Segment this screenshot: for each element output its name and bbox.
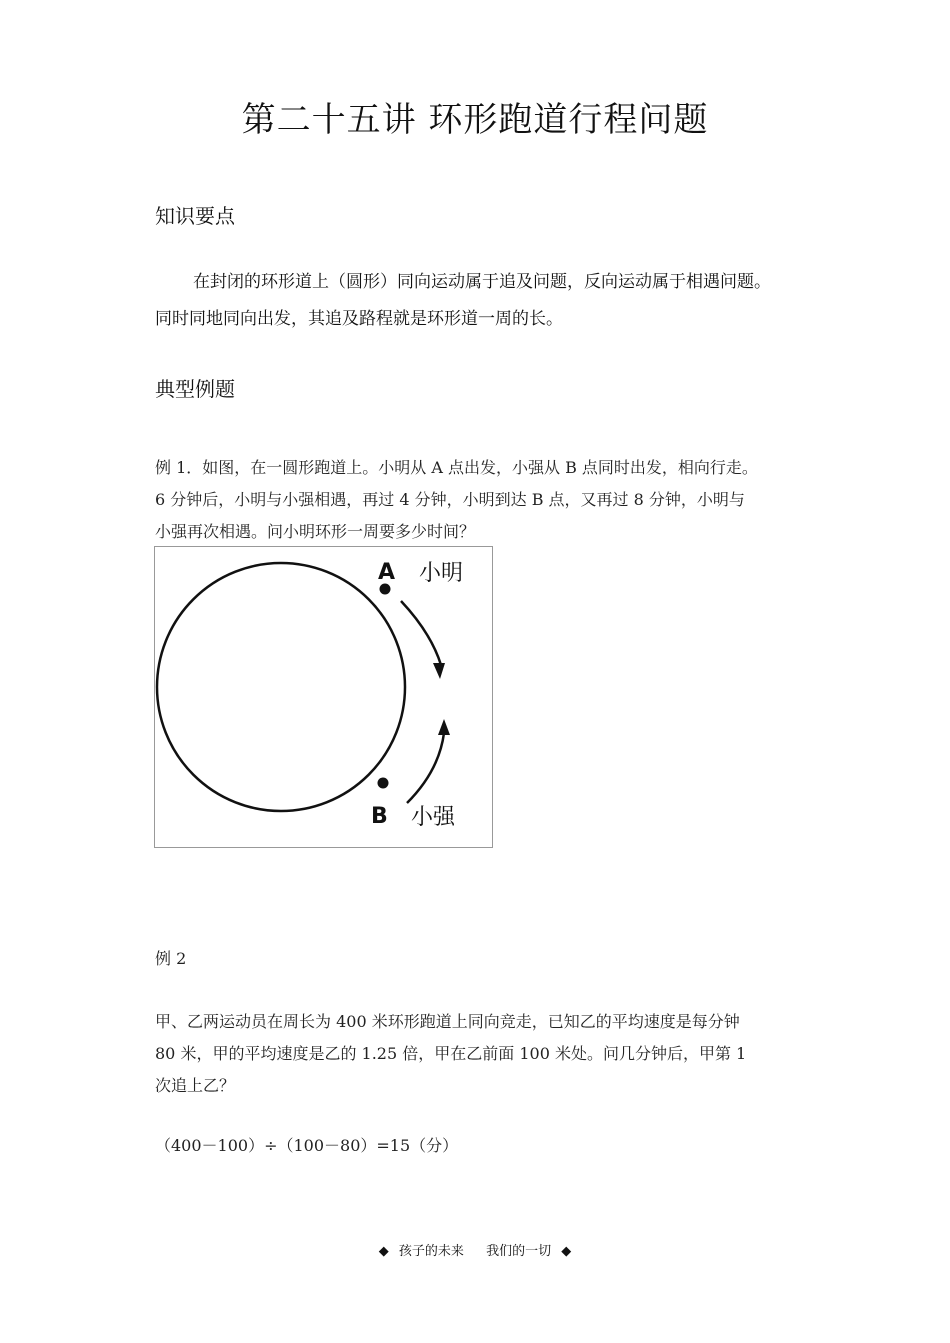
arrow-up-icon [438, 719, 450, 735]
point-a-dot [380, 584, 391, 595]
example2-solution: （400－100）÷（100－80）=15（分） [155, 1136, 459, 1155]
label-xiaoqiang: 小强 [411, 805, 456, 830]
example1-line-2: 6 分钟后，小明与小强相遇，再过 4 分钟，小明到达 B 点，又再过 8 分钟，小明与 [155, 490, 745, 509]
example1-line-1: 例 1．如图，在一圆形跑道上。小明从 A 点出发，小强从 B 点同时出发，相向行走。 [155, 458, 758, 477]
example1-line-3: 小强再次相遇。问小明环形一周要多少时间？ [155, 522, 476, 541]
label-b: B [371, 804, 388, 829]
page-title: 第二十五讲 环形跑道行程问题 [241, 100, 709, 140]
example2-line-3: 次追上乙？ [155, 1076, 236, 1095]
diamond-icon: ◆ [378, 1244, 389, 1259]
arrow-xiaoming-path [401, 601, 441, 665]
example2-text [155, 1006, 850, 1102]
track-circle [157, 563, 405, 811]
arrow-xiaoqiang-path [407, 733, 444, 803]
example1-text [155, 452, 850, 548]
example2-line-2: 80 米，甲的平均速度是乙的 1.25 倍，甲在乙前面 100 米处。问几分钟后，甲第 1 [155, 1044, 747, 1063]
label-xiaoming: 小明 [419, 561, 464, 586]
examples-heading: 典型例题 [155, 377, 235, 401]
page-footer [0, 1240, 950, 1259]
example2-line-1: 甲、乙两运动员在周长为 400 米环形跑道上同向竞走，已知乙的平均速度是每分钟 [155, 1012, 740, 1031]
example2-label: 例 2 [155, 949, 187, 968]
circular-track-figure [154, 546, 493, 848]
label-a: A [378, 560, 396, 585]
footer-text-1: 孩子的未来 [398, 1244, 464, 1259]
point-b-dot [378, 778, 389, 789]
knowledge-heading: 知识要点 [155, 204, 235, 228]
knowledge-line-2: 同时同地同向出发，其追及路程就是环形道一周的长。 [155, 309, 563, 329]
diamond-icon: ◆ [561, 1244, 572, 1259]
track-diagram [155, 547, 492, 847]
knowledge-line-1: 在封闭的环形道上（圆形）同向运动属于追及问题，反向运动属于相遇问题。 [193, 272, 771, 292]
footer-text-2: 我们的一切 [486, 1244, 552, 1259]
knowledge-paragraph [155, 264, 850, 338]
arrow-down-icon [433, 663, 445, 679]
